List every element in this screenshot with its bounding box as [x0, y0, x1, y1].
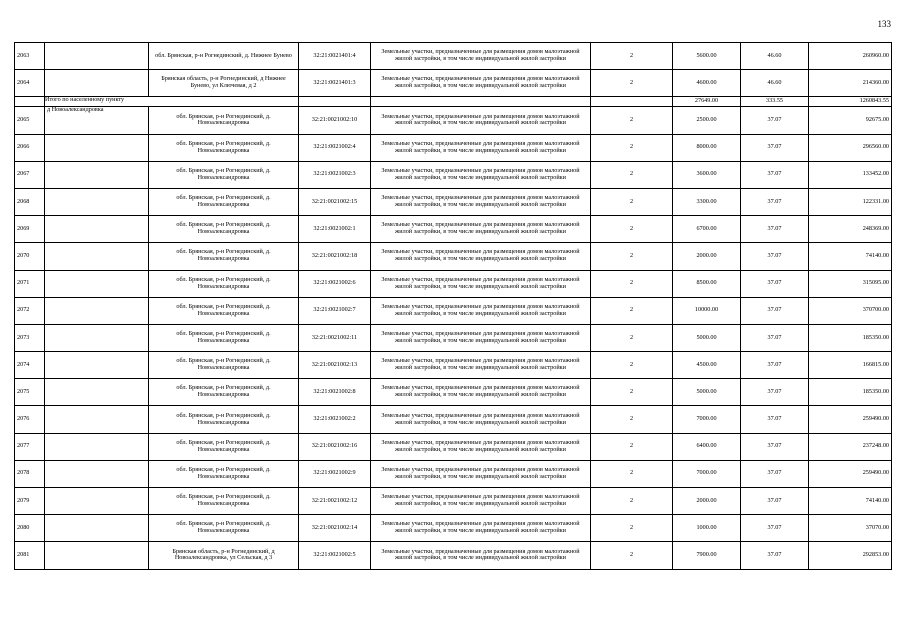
specific-value: 37.07	[741, 134, 809, 161]
area-value: 2000.00	[673, 488, 741, 515]
land-category: Земельные участки, предназначенные для размещения домов малоэтажной жилой застройки, в том числе индивидуальной жилой застройки	[371, 488, 591, 515]
cadastral-cost: 37070.00	[809, 515, 892, 542]
land-category: Земельные участки, предназначенные для размещения домов малоэтажной жилой застройки, в том числе индивидуальной жилой застройки	[371, 297, 591, 324]
cadastral-cost: 74140.00	[809, 243, 892, 270]
row-number: 2079	[15, 488, 45, 515]
land-category: Земельные участки, предназначенные для размещения домов малоэтажной жилой застройки, в том числе индивидуальной жилой застройки	[371, 243, 591, 270]
row-number: 2071	[15, 270, 45, 297]
land-category: Земельные участки, предназначенные для размещения домов малоэтажной жилой застройки, в том числе индивидуальной жилой застройки	[371, 70, 591, 97]
total-area: 27649.00	[673, 97, 741, 107]
area-value: 5000.00	[673, 379, 741, 406]
locality-cell	[45, 134, 149, 161]
row-number: 2069	[15, 216, 45, 243]
cadastral-number: 32:21:0021002:14	[299, 515, 371, 542]
address-cell: Брянская область, р-н Рогнединский, д Новоалександровка, ул Сельская, д 3	[149, 542, 299, 569]
total-empty-cell	[15, 97, 45, 107]
locality-cell	[45, 297, 149, 324]
cadastral-cost: 259490.00	[809, 460, 892, 487]
row-number: 2064	[15, 70, 45, 97]
cadastral-cost: 166815.00	[809, 352, 892, 379]
area-value: 4600.00	[673, 70, 741, 97]
group-number: 2	[591, 542, 673, 569]
land-category: Земельные участки, предназначенные для размещения домов малоэтажной жилой застройки, в том числе индивидуальной жилой застройки	[371, 270, 591, 297]
address-cell: обл. Брянская, р-н Рогнединский, д. Новоалександровка	[149, 324, 299, 351]
table-row	[15, 460, 892, 487]
specific-value: 37.07	[741, 488, 809, 515]
group-number: 2	[591, 243, 673, 270]
address-cell: обл. Брянская, р-н Рогнединский, д. Новоалександровка	[149, 216, 299, 243]
area-value: 5000.00	[673, 324, 741, 351]
area-value: 8500.00	[673, 270, 741, 297]
address-cell: обл. Брянская, р-н Рогнединский, д. Новоалександровка	[149, 460, 299, 487]
land-category: Земельные участки, предназначенные для размещения домов малоэтажной жилой застройки, в том числе индивидуальной жилой застройки	[371, 216, 591, 243]
locality-cell	[45, 542, 149, 569]
group-number: 2	[591, 324, 673, 351]
cadastral-number: 32:21:0021002:2	[299, 406, 371, 433]
group-number: 2	[591, 270, 673, 297]
address-cell: обл. Брянская, р-н Рогнединский, д. Новоалександровка	[149, 352, 299, 379]
area-value: 1000.00	[673, 515, 741, 542]
total-empty-cell	[371, 97, 591, 107]
locality-cell	[45, 243, 149, 270]
row-number: 2067	[15, 161, 45, 188]
row-number: 2063	[15, 43, 45, 70]
land-category: Земельные участки, предназначенные для размещения домов малоэтажной жилой застройки, в том числе индивидуальной жилой застройки	[371, 43, 591, 70]
specific-value: 37.07	[741, 352, 809, 379]
table-row	[15, 297, 892, 324]
group-number: 2	[591, 188, 673, 215]
group-number: 2	[591, 134, 673, 161]
table-row	[15, 243, 892, 270]
land-category: Земельные участки, предназначенные для размещения домов малоэтажной жилой застройки, в том числе индивидуальной жилой застройки	[371, 134, 591, 161]
group-number: 2	[591, 515, 673, 542]
group-number: 2	[591, 352, 673, 379]
locality-cell	[45, 70, 149, 97]
row-number: 2076	[15, 406, 45, 433]
cadastral-number: 32:21:0021002:18	[299, 243, 371, 270]
row-number: 2066	[15, 134, 45, 161]
locality-cell	[45, 216, 149, 243]
area-value: 3600.00	[673, 161, 741, 188]
row-number: 2073	[15, 324, 45, 351]
address-cell: обл. Брянская, р-н Рогнединский, д. Новоалександровка	[149, 243, 299, 270]
address-cell: обл. Брянская, р-н Рогнединский, д. Новоалександровка	[149, 488, 299, 515]
table-row	[15, 134, 892, 161]
area-value: 7900.00	[673, 542, 741, 569]
specific-value: 46.60	[741, 70, 809, 97]
row-number: 2074	[15, 352, 45, 379]
locality-cell	[45, 460, 149, 487]
land-category: Земельные участки, предназначенные для размещения домов малоэтажной жилой застройки, в том числе индивидуальной жилой застройки	[371, 161, 591, 188]
specific-value: 37.07	[741, 107, 809, 134]
table-row	[15, 324, 892, 351]
group-number: 2	[591, 107, 673, 134]
cadastral-number: 32:21:0021401:4	[299, 43, 371, 70]
cadastral-number: 32:21:0021002:3	[299, 161, 371, 188]
cadastral-cost: 237248.00	[809, 433, 892, 460]
group-number: 2	[591, 433, 673, 460]
specific-value: 37.07	[741, 297, 809, 324]
row-number: 2080	[15, 515, 45, 542]
locality-cell	[45, 188, 149, 215]
cadastral-cost: 248369.00	[809, 216, 892, 243]
table-row	[15, 542, 892, 569]
page-number: 133	[877, 19, 891, 29]
table-row	[15, 70, 892, 97]
cadastral-cost: 315095.00	[809, 270, 892, 297]
area-value: 3300.00	[673, 188, 741, 215]
locality-cell: д Новоалександровка	[45, 107, 149, 134]
locality-cell	[45, 270, 149, 297]
cadastral-cost: 74140.00	[809, 488, 892, 515]
land-category: Земельные участки, предназначенные для размещения домов малоэтажной жилой застройки, в том числе индивидуальной жилой застройки	[371, 324, 591, 351]
group-number: 2	[591, 161, 673, 188]
area-value: 7000.00	[673, 406, 741, 433]
specific-value: 37.07	[741, 433, 809, 460]
row-number: 2077	[15, 433, 45, 460]
locality-cell	[45, 488, 149, 515]
cadastral-number: 32:21:0021002:7	[299, 297, 371, 324]
land-category: Земельные участки, предназначенные для размещения домов малоэтажной жилой застройки, в том числе индивидуальной жилой застройки	[371, 379, 591, 406]
land-registry-table	[14, 42, 892, 570]
area-value: 7000.00	[673, 460, 741, 487]
cadastral-number: 32:21:0021002:10	[299, 107, 371, 134]
row-number: 2081	[15, 542, 45, 569]
cadastral-number: 32:21:0021002:1	[299, 216, 371, 243]
cadastral-number: 32:21:0021002:5	[299, 542, 371, 569]
table-row	[15, 352, 892, 379]
address-cell: обл. Брянская, р-н Рогнединский, д. Новоалександровка	[149, 297, 299, 324]
group-number: 2	[591, 70, 673, 97]
cadastral-cost: 185350.00	[809, 324, 892, 351]
address-cell: обл. Брянская, р-н Рогнединский, д. Новоалександровка	[149, 107, 299, 134]
specific-value: 37.07	[741, 161, 809, 188]
cadastral-cost: 292853.00	[809, 542, 892, 569]
group-number: 2	[591, 297, 673, 324]
cadastral-cost: 260960.00	[809, 43, 892, 70]
row-number: 2065	[15, 107, 45, 134]
row-number: 2070	[15, 243, 45, 270]
cadastral-number: 32:21:0021002:11	[299, 324, 371, 351]
table-row	[15, 515, 892, 542]
total-cost: 1260843.55	[809, 97, 892, 107]
land-category: Земельные участки, предназначенные для размещения домов малоэтажной жилой застройки, в том числе индивидуальной жилой застройки	[371, 460, 591, 487]
cadastral-cost: 259490.00	[809, 406, 892, 433]
locality-cell	[45, 161, 149, 188]
land-category: Земельные участки, предназначенные для размещения домов малоэтажной жилой застройки, в том числе индивидуальной жилой застройки	[371, 515, 591, 542]
address-cell: Брянская область, р-н Рогнединский, д Нижнее Бунево, ул Ключевая, д 2	[149, 70, 299, 97]
cadastral-number: 32:21:0021002:16	[299, 433, 371, 460]
locality-cell	[45, 324, 149, 351]
area-value: 10000.00	[673, 297, 741, 324]
table-row	[15, 43, 892, 70]
address-cell: обл. Брянская, р-н Рогнединский, д. Новоалександровка	[149, 134, 299, 161]
group-number: 2	[591, 406, 673, 433]
land-category: Земельные участки, предназначенные для размещения домов малоэтажной жилой застройки, в том числе индивидуальной жилой застройки	[371, 352, 591, 379]
specific-value: 37.07	[741, 324, 809, 351]
table-row	[15, 406, 892, 433]
address-cell: обл. Брянская, р-н Рогнединский, д. Новоалександровка	[149, 270, 299, 297]
table-body	[15, 43, 892, 570]
specific-value: 37.07	[741, 542, 809, 569]
specific-value: 37.07	[741, 270, 809, 297]
address-cell: обл. Брянская, р-н Рогнединский, д. Нижнее Бунево	[149, 43, 299, 70]
total-rate: 333.55	[741, 97, 809, 107]
specific-value: 37.07	[741, 188, 809, 215]
group-number: 2	[591, 379, 673, 406]
specific-value: 46.60	[741, 43, 809, 70]
area-value: 6700.00	[673, 216, 741, 243]
table-row	[15, 433, 892, 460]
total-label: Итого по населенному пункту	[45, 97, 299, 107]
table-row	[15, 270, 892, 297]
total-empty-cell	[591, 97, 673, 107]
land-category: Земельные участки, предназначенные для размещения домов малоэтажной жилой застройки, в том числе индивидуальной жилой застройки	[371, 433, 591, 460]
land-category: Земельные участки, предназначенные для размещения домов малоэтажной жилой застройки, в том числе индивидуальной жилой застройки	[371, 542, 591, 569]
row-number: 2068	[15, 188, 45, 215]
cadastral-number: 32:21:0021002:15	[299, 188, 371, 215]
table-row	[15, 488, 892, 515]
group-number: 2	[591, 43, 673, 70]
group-number: 2	[591, 216, 673, 243]
cadastral-cost: 296560.00	[809, 134, 892, 161]
locality-cell	[45, 352, 149, 379]
locality-cell	[45, 515, 149, 542]
locality-cell	[45, 43, 149, 70]
table-row	[15, 188, 892, 215]
specific-value: 37.07	[741, 243, 809, 270]
area-value: 8000.00	[673, 134, 741, 161]
table-row	[15, 161, 892, 188]
total-row	[15, 97, 892, 107]
area-value: 2000.00	[673, 243, 741, 270]
address-cell: обл. Брянская, р-н Рогнединский, д. Новоалександровка	[149, 161, 299, 188]
land-category: Земельные участки, предназначенные для размещения домов малоэтажной жилой застройки, в том числе индивидуальной жилой застройки	[371, 406, 591, 433]
cadastral-cost: 122331.00	[809, 188, 892, 215]
locality-cell	[45, 433, 149, 460]
address-cell: обл. Брянская, р-н Рогнединский, д. Новоалександровка	[149, 406, 299, 433]
cadastral-cost: 214360.00	[809, 70, 892, 97]
cadastral-number: 32:21:0021002:4	[299, 134, 371, 161]
address-cell: обл. Брянская, р-н Рогнединский, д. Новоалександровка	[149, 433, 299, 460]
table-row	[15, 379, 892, 406]
row-number: 2075	[15, 379, 45, 406]
cadastral-number: 32:21:0021002:9	[299, 460, 371, 487]
specific-value: 37.07	[741, 216, 809, 243]
locality-cell	[45, 406, 149, 433]
cadastral-number: 32:21:0021002:12	[299, 488, 371, 515]
land-category: Земельные участки, предназначенные для размещения домов малоэтажной жилой застройки, в том числе индивидуальной жилой застройки	[371, 188, 591, 215]
address-cell: обл. Брянская, р-н Рогнединский, д. Новоалександровка	[149, 379, 299, 406]
group-number: 2	[591, 460, 673, 487]
cadastral-cost: 92675.00	[809, 107, 892, 134]
cadastral-number: 32:21:0021401:3	[299, 70, 371, 97]
address-cell: обл. Брянская, р-н Рогнединский, д. Новоалександровка	[149, 515, 299, 542]
cadastral-number: 32:21:0021002:8	[299, 379, 371, 406]
cadastral-number: 32:21:0021002:13	[299, 352, 371, 379]
cadastral-cost: 185350.00	[809, 379, 892, 406]
area-value: 2500.00	[673, 107, 741, 134]
specific-value: 37.07	[741, 515, 809, 542]
specific-value: 37.07	[741, 379, 809, 406]
area-value: 5600.00	[673, 43, 741, 70]
area-value: 6400.00	[673, 433, 741, 460]
cadastral-number: 32:21:0021002:6	[299, 270, 371, 297]
cadastral-cost: 370700.00	[809, 297, 892, 324]
specific-value: 37.07	[741, 406, 809, 433]
address-cell: обл. Брянская, р-н Рогнединский, д. Новоалександровка	[149, 188, 299, 215]
table-row	[15, 216, 892, 243]
row-number: 2072	[15, 297, 45, 324]
row-number: 2078	[15, 460, 45, 487]
specific-value: 37.07	[741, 460, 809, 487]
cadastral-cost: 133452.00	[809, 161, 892, 188]
total-empty-cell	[299, 97, 371, 107]
group-number: 2	[591, 488, 673, 515]
table-row	[15, 107, 892, 134]
area-value: 4500.00	[673, 352, 741, 379]
locality-cell	[45, 379, 149, 406]
land-category: Земельные участки, предназначенные для размещения домов малоэтажной жилой застройки, в том числе индивидуальной жилой застройки	[371, 107, 591, 134]
